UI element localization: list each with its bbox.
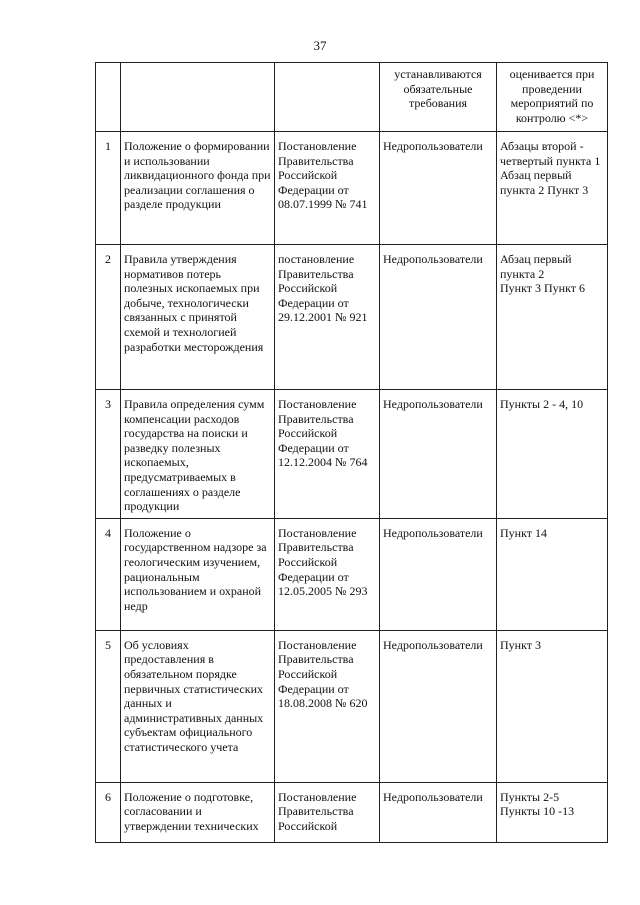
act-document: Постановление Правительства Российской Федерации от 12.05.2005 № 293 [275, 518, 380, 630]
act-document: Постановление Правительства Российской Федерации от 08.07.1999 № 741 [275, 132, 380, 245]
act-document: Постановление Правительства Российской [275, 782, 380, 842]
act-subjects: Недропользователи [380, 245, 497, 390]
act-points: Пункты 2-5 Пункты 10 -13 [497, 782, 608, 842]
requirements-table [95, 62, 608, 843]
act-points: Абзацы второй - четвертый пункта 1 Абзац первый пункта 2 Пункт 3 [497, 132, 608, 245]
act-name: Об условиях предоставления в обязательном порядке первичных статистических данных и административных данных субъектам официального статистического учета [121, 630, 275, 782]
act-subjects: Недропользователи [380, 518, 497, 630]
row-number: 5 [96, 630, 121, 782]
act-points: Абзац первый пункта 2 Пункт 3 Пункт 6 [497, 245, 608, 390]
row-number: 4 [96, 518, 121, 630]
act-points: Пункт 3 [497, 630, 608, 782]
act-document: постановление Правительства Российской Федерации от 29.12.2001 № 921 [275, 245, 380, 390]
header-cell-number [96, 63, 121, 132]
table-row [96, 132, 608, 245]
act-name: Правила утверждения нормативов потерь полезных ископаемых при добыче, технологически связанных с принятой схемой и технологией разработки месторождения [121, 245, 275, 390]
act-points: Пункты 2 - 4, 10 [497, 390, 608, 519]
header-cell-points: оценивается при проведении мероприятий по контролю <*> [497, 63, 608, 132]
header-cell-act [121, 63, 275, 132]
table-row [96, 630, 608, 782]
act-subjects: Недропользователи [380, 782, 497, 842]
row-number: 1 [96, 132, 121, 245]
act-name: Положение о государственном надзоре за геологическим изучением, рациональным использованием и охраной недр [121, 518, 275, 630]
header-cell-subjects: устанавливаются обязательные требования [380, 63, 497, 132]
header-cell-document [275, 63, 380, 132]
act-subjects: Недропользователи [380, 132, 497, 245]
act-subjects: Недропользователи [380, 630, 497, 782]
act-name: Положение о подготовке, согласовании и утверждении технических [121, 782, 275, 842]
row-number: 3 [96, 390, 121, 519]
act-name: Положение о формировании и использовании ликвидационного фонда при реализации соглашения о разделе продукции [121, 132, 275, 245]
table-row [96, 518, 608, 630]
act-document: Постановление Правительства Российской Федерации от 18.08.2008 № 620 [275, 630, 380, 782]
row-number: 2 [96, 245, 121, 390]
table-header-row [96, 63, 608, 132]
table-row [96, 245, 608, 390]
act-subjects: Недропользователи [380, 390, 497, 519]
act-points: Пункт 14 [497, 518, 608, 630]
row-number: 6 [96, 782, 121, 842]
act-document: Постановление Правительства Российской Федерации от 12.12.2004 № 764 [275, 390, 380, 519]
table-row [96, 782, 608, 842]
act-name: Правила определения сумм компенсации расходов государства на поиски и разведку полезных ископаемых, предусматриваемых в соглашениях о разделе продукции [121, 390, 275, 519]
page-number: 37 [313, 38, 327, 53]
table-row [96, 390, 608, 519]
